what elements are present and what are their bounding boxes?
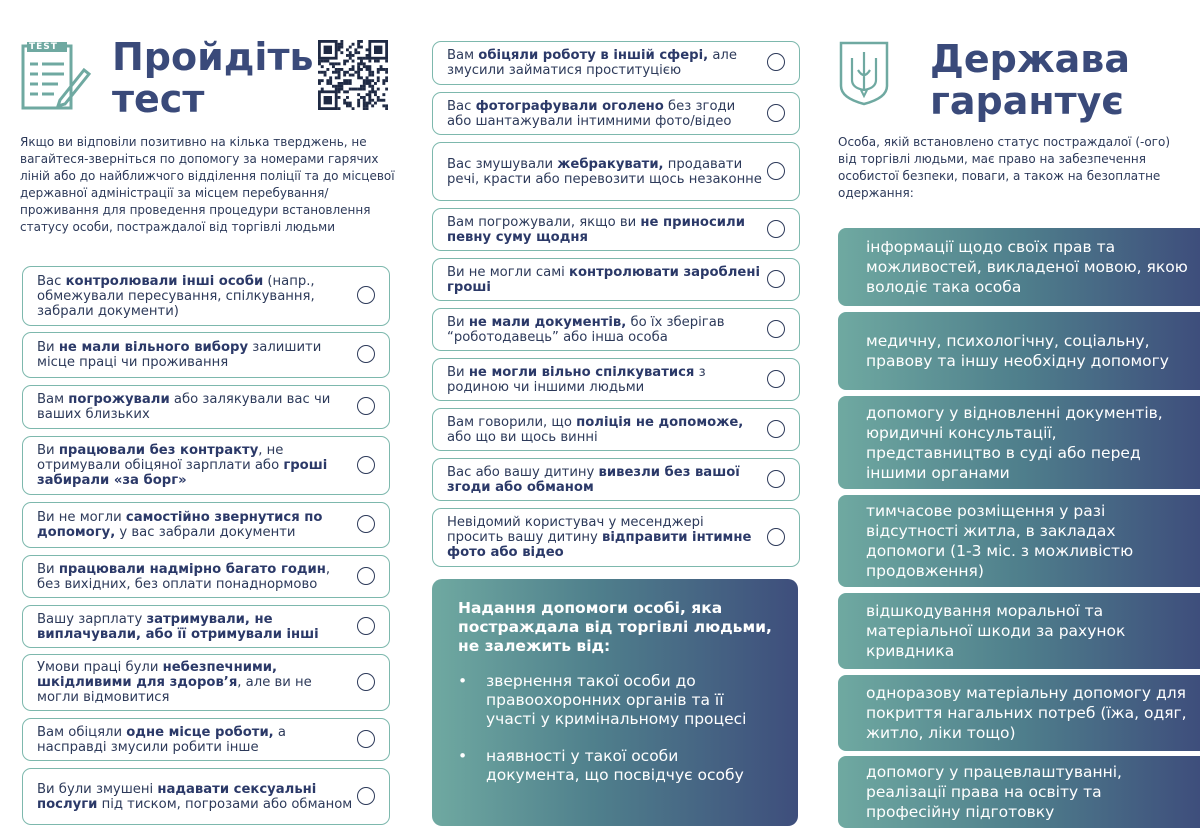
- right-title: Держава гарантує: [930, 37, 1130, 123]
- guarantee-item: відшкодування моральної та матеріальної шкоди за рахунок кривдника: [838, 593, 1200, 669]
- statement-text: Вам обіцяли одне місце роботи, а насправді змусили робити інше: [37, 724, 286, 755]
- help-info-heading: Надання допомоги особі, яка постраждала від торгівлі людьми, не залежить від:: [458, 599, 772, 655]
- checkbox-circle-icon[interactable]: [357, 617, 375, 635]
- help-info-bullet: • наявності у такої особи документа, що посвідчує особу: [458, 747, 744, 784]
- left-statement-card[interactable]: [22, 385, 390, 429]
- statement-text: Невідомий користувач у месенджері просить вашу дитину відправити інтимне фото або відео: [447, 515, 752, 560]
- middle-statement-card[interactable]: [432, 142, 800, 201]
- guarantee-item: медичну, психологічну, соціальну, правову та іншу необхідну допомогу: [838, 312, 1200, 390]
- checkbox-circle-icon[interactable]: [357, 397, 375, 415]
- checkbox-circle-icon[interactable]: [357, 673, 375, 691]
- middle-statement-card[interactable]: [432, 508, 800, 567]
- checkbox-circle-icon[interactable]: [357, 456, 375, 474]
- checkbox-circle-icon[interactable]: [767, 53, 785, 71]
- left-title: Пройдіть тест: [112, 35, 314, 121]
- middle-statement-card[interactable]: [432, 458, 800, 501]
- statement-text: Ви не могли самі контролювати зароблені гроші: [447, 264, 760, 295]
- help-info-bullet: • звернення такої особи до правоохоронних органів та її участі у кримінальному процесі: [458, 672, 747, 728]
- statement-text: Ви працювали без контракту, не отримували обіцяної зарплати або гроші забирали «за борг»: [37, 443, 328, 488]
- statement-text: Вас змушували жебракувати, продавати речі, красти або перевозити щось незаконне: [447, 156, 762, 187]
- guarantee-item: допомогу у відновленні документів, юридичні консультації, представництво в суді або перед іншими органами: [838, 396, 1200, 489]
- statement-text: Вам говорили, що поліція не допоможе, або що ви щось винні: [447, 414, 744, 445]
- guarantee-item: одноразову матеріальну допомогу для покриття нагальних потреб (їжа, одяг, житло, ліки тощо): [838, 675, 1200, 751]
- statement-text: Ви були змушені надавати сексуальні послуги під тиском, погрозами або обманом: [37, 781, 353, 812]
- left-statement-card[interactable]: [22, 654, 390, 711]
- middle-statement-card[interactable]: [432, 208, 800, 251]
- statement-text: Умови праці були небезпечними, шкідливими для здоров’я, але ви не могли відмовитися: [37, 660, 312, 705]
- checkbox-circle-icon[interactable]: [767, 220, 785, 238]
- checkbox-circle-icon[interactable]: [767, 370, 785, 388]
- checkbox-circle-icon[interactable]: [767, 104, 785, 122]
- left-statement-card[interactable]: [22, 605, 390, 648]
- guarantee-item: інформації щодо своїх прав та можливостей, викладеної мовою, якою володіє така особа: [838, 228, 1200, 306]
- checkbox-circle-icon[interactable]: [767, 162, 785, 180]
- left-statement-card[interactable]: [22, 768, 390, 825]
- middle-statement-card[interactable]: [432, 41, 800, 85]
- middle-statement-card[interactable]: [432, 408, 800, 451]
- checkbox-circle-icon[interactable]: [357, 567, 375, 585]
- statement-text: Ви не мали документів, бо їх зберігав “роботодавець” або інша особа: [447, 314, 725, 345]
- statement-text: Вашу зарплату затримували, не виплачували, або її отримували інші: [37, 611, 319, 642]
- checkbox-circle-icon[interactable]: [357, 515, 375, 533]
- checkbox-circle-icon[interactable]: [767, 420, 785, 438]
- checkbox-circle-icon[interactable]: [767, 528, 785, 546]
- help-info-list: [458, 672, 776, 785]
- statement-text: Ви не могли самостійно звернутися по допомогу, у вас забрали документи: [37, 510, 323, 540]
- left-statement-card[interactable]: [22, 332, 390, 378]
- statement-text: Вам погрожували, якщо ви не приносили певну суму щодня: [447, 214, 745, 245]
- left-intro: Якщо ви відповіли позитивно на кілька тверджень, не вагайтеся-зверніться по допомогу за номерами гарячих ліній або до найближчого відділення поліції та до місцевої державної адміністрації за місцем перебування/ проживання для проведення процедури встановлення статусу особи, постраждалої від торгівлі людьми: [20, 135, 395, 234]
- statement-text: Вас або вашу дитину вивезли без вашої згоди або обманом: [447, 464, 740, 495]
- statement-text: Вам обіцяли роботу в іншій сфері, але змусили займатися проституцією: [447, 48, 737, 78]
- statement-text: Ви не могли вільно спілкуватися з родиною чи іншими людьми: [447, 364, 706, 395]
- checkbox-circle-icon[interactable]: [357, 286, 375, 304]
- help-info-box: [432, 579, 798, 826]
- checkbox-circle-icon[interactable]: [767, 270, 785, 288]
- statement-text: Ви не мали вільного вибору залишити місце праці чи проживання: [37, 340, 322, 370]
- left-statement-card[interactable]: [22, 555, 390, 598]
- right-intro: Особа, якій встановлено статус постраждалої (-ого) від торгівлі людьми, має право на забезпечення особистої безпеки, поваги, а також на безоплатне одержання:: [838, 135, 1171, 200]
- statement-text: Вас контролювали інші особи (напр., обмежували пересування, спілкування, забрали документи): [37, 273, 315, 319]
- middle-statement-card[interactable]: [432, 308, 800, 351]
- middle-statement-card[interactable]: [432, 92, 800, 135]
- trident-emblem-icon: [838, 40, 890, 106]
- test-label: TEST: [29, 42, 58, 52]
- statement-text: Ви працювали надмірно багато годин, без вихідних, без оплати понаднормово: [37, 561, 331, 592]
- qr-code: [318, 40, 388, 110]
- checkbox-circle-icon[interactable]: [767, 470, 785, 488]
- guarantee-item: допомогу у працевлаштуванні, реалізації права на освіту та професійну підготовку: [838, 756, 1200, 828]
- middle-statement-card[interactable]: [432, 258, 800, 301]
- statement-text: Вас фотографували оголено без згоди або шантажували інтимними фото/відео: [447, 98, 736, 129]
- middle-statement-card[interactable]: [432, 358, 800, 401]
- bullet-icon: •: [458, 672, 468, 690]
- left-statement-card[interactable]: [22, 502, 390, 548]
- test-icon: [20, 40, 92, 112]
- checkbox-circle-icon[interactable]: [767, 320, 785, 338]
- bullet-icon: •: [458, 747, 468, 765]
- guarantee-item: тимчасове розміщення у разі відсутності житла, в закладах допомоги (1-3 міс. з можливістю продовження): [838, 495, 1200, 587]
- left-statement-card[interactable]: [22, 718, 390, 761]
- checkbox-circle-icon[interactable]: [357, 345, 375, 363]
- statement-text: Вам погрожували або залякували вас чи ваших близьких: [37, 392, 331, 422]
- left-statement-card[interactable]: [22, 266, 390, 326]
- left-statement-card[interactable]: [22, 436, 390, 495]
- checkbox-circle-icon[interactable]: [357, 730, 375, 748]
- checkbox-circle-icon[interactable]: [357, 787, 375, 805]
